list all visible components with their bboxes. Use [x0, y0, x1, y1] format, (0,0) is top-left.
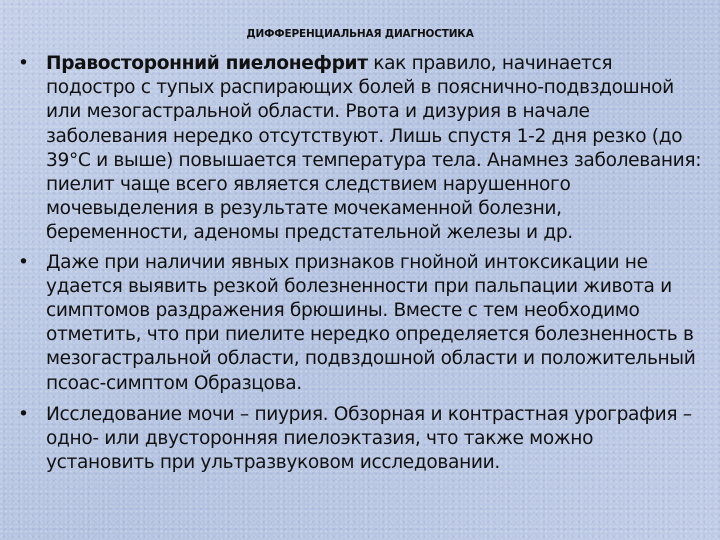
bullet-lead-term: Правосторонний пиелонефрит — [46, 53, 368, 74]
bullet-text: Исследование мочи – пиурия. Обзорная и контрастная урография – одно- или двусторонняя пиелоэктазия, что также можно установить при ультразвуковом исследовании. — [46, 403, 692, 474]
bullet-marker-icon: • — [18, 251, 29, 273]
bullet-item-urine-test — [16, 403, 706, 476]
bullet-item-intoxication — [16, 251, 706, 396]
bullet-text: Даже при наличии явных признаков гнойной интоксикации не удается выявить резкой болезненности при пальпации живота и симптомов раздражения брюшины. Вместе с тем необходимо отметить, что при пиелите нередко определяется болезненность в мезогастральной области, подвздошной области и положительный псоас-симптом Образцова. — [46, 251, 696, 394]
bullet-marker-icon: • — [18, 403, 29, 425]
bullet-item-pyelonephritis — [16, 52, 706, 246]
bullet-marker-icon: • — [18, 53, 29, 74]
bullet-list — [16, 52, 706, 483]
slide-title: ДИФФЕРЕНЦИАЛЬНАЯ ДИАГНОСТИКА — [246, 28, 474, 40]
bullet-text: как правило, начинается подостро с тупых распирающих болей в пояснично-подвздошной или мезогастральной области. Рвота и дизурия в начале заболевания нередко отсутствуют. Лишь спустя 1-2 дня резко (до 39°С и выше) повышается температура тела. Анамнез заболевания: пиелит чаще всего является следствием нарушенного мочевыделения в результате мочекаменной болезни, беременности, аденомы предстательной железы и др. — [46, 53, 702, 244]
